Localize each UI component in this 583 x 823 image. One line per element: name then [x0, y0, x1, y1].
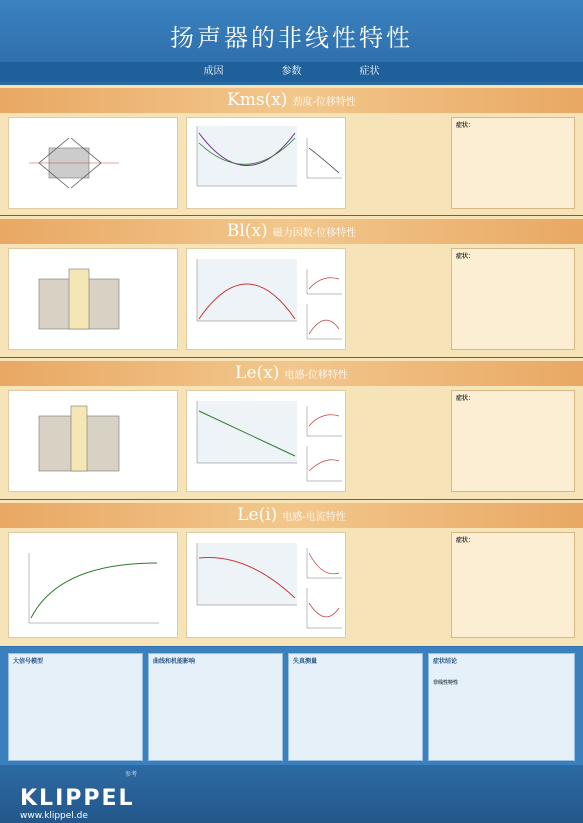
- symptoms-title: 症状：: [456, 395, 475, 402]
- nav-item-causes[interactable]: 成因: [203, 66, 224, 77]
- figure-panel: [8, 248, 178, 350]
- speaker-diagram: [9, 118, 179, 210]
- nav-item-params[interactable]: 参数: [281, 66, 302, 77]
- le-x-chart: [187, 391, 347, 493]
- klippel-logo: KLIPPEL: [20, 786, 135, 811]
- section-symbol: Kms(x): [227, 90, 288, 110]
- footer-url[interactable]: www.klippel.de: [20, 811, 88, 821]
- conclusion-subtitle: 非线性特性: [433, 680, 459, 686]
- section-kms: [0, 85, 583, 215]
- symptoms-box: [451, 117, 575, 209]
- conclusion-title: 症状结论: [433, 658, 458, 665]
- section-name: 电感-电流特性: [282, 512, 346, 523]
- conclusion-column: [428, 653, 575, 761]
- figure-panel: [8, 390, 178, 492]
- coil-diagram: [9, 391, 179, 493]
- header: [0, 0, 583, 85]
- nav-item-symptoms[interactable]: 症状: [359, 66, 380, 77]
- top-nav: [0, 62, 583, 82]
- section-name: 劲度-位移特性: [292, 97, 356, 108]
- measurement-title: 失真测量: [293, 658, 318, 665]
- measurement-column: [288, 653, 423, 761]
- symptoms-box: [451, 248, 575, 350]
- section-le-x: [0, 358, 583, 499]
- section-title-bar: [0, 503, 583, 528]
- section-title-bar: [0, 219, 583, 244]
- section-title-bar: [0, 88, 583, 113]
- references-title: 参考: [125, 771, 138, 778]
- model-title: 大信号模型: [13, 658, 44, 665]
- symptoms-box: [451, 532, 575, 638]
- section-symbol: Le(x): [235, 363, 280, 383]
- symptoms-box: [451, 390, 575, 492]
- section-le-i: [0, 500, 583, 646]
- chart-panel: [186, 390, 346, 492]
- section-bl: [0, 216, 583, 357]
- symptoms-title: 症状：: [456, 253, 475, 260]
- bl-chart: [187, 249, 347, 351]
- le-i-chart: [187, 533, 347, 639]
- figure-panel: [8, 117, 178, 209]
- section-name: 磁力因数-位移特性: [272, 228, 357, 239]
- model-column: [8, 653, 143, 761]
- figure-panel: [8, 532, 178, 638]
- section-name: 电感-位移特性: [284, 370, 348, 381]
- stiffness-chart: [187, 118, 347, 210]
- section-symbol: Bl(x): [226, 221, 268, 241]
- curves-column: [148, 653, 283, 761]
- symptoms-title: 症状：: [456, 122, 475, 129]
- magnet-diagram: [9, 249, 179, 351]
- current-chart: [9, 533, 179, 639]
- symptoms-title: 症状：: [456, 537, 475, 544]
- section-title-bar: [0, 361, 583, 386]
- page-title: 扬声器的非线性特性: [170, 24, 413, 52]
- section-symbol: Le(i): [237, 505, 278, 525]
- chart-panel: [186, 117, 346, 209]
- chart-panel: [186, 532, 346, 638]
- summary-area: [0, 647, 583, 765]
- curves-title: 曲线和机能影响: [153, 658, 196, 665]
- chart-panel: [186, 248, 346, 350]
